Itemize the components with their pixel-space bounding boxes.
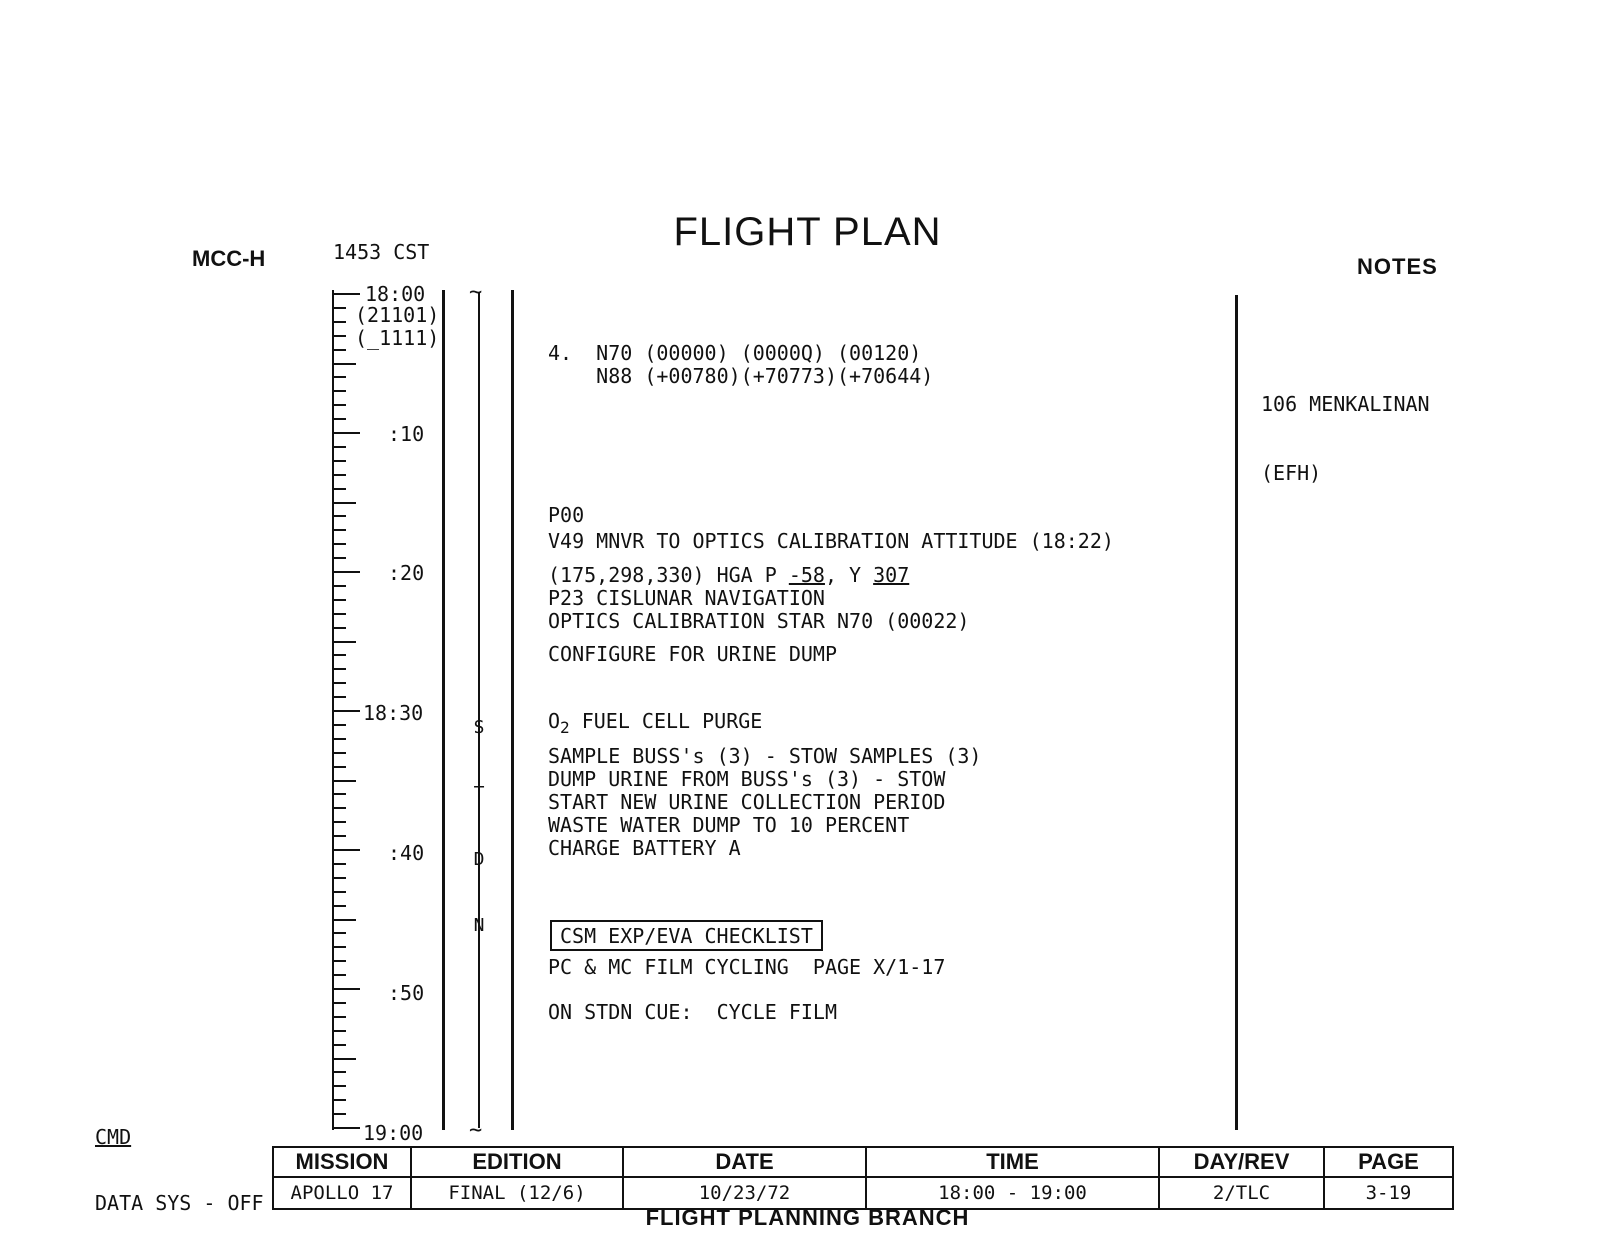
time-label-rev1: (21101) (355, 303, 440, 327)
time-scale-tick (334, 696, 346, 698)
time-scale-tick (334, 1127, 360, 1129)
time-scale-tick (334, 488, 346, 490)
time-scale-tick (334, 529, 346, 531)
time-scale-tick (334, 446, 346, 448)
time-scale-tick (334, 376, 346, 378)
time-scale-tick (334, 835, 346, 837)
footer-header-date: DATE (623, 1147, 866, 1177)
time-scale-tick (334, 849, 360, 851)
activity-battery: CHARGE BATTERY A (548, 836, 741, 860)
activity-film-cycling: PC & MC FILM CYCLING PAGE X/1-17 (548, 955, 946, 979)
footer-branch: FLIGHT PLANNING BRANCH (645, 1205, 970, 1230)
time-scale-tick (334, 363, 356, 365)
time-label-1900: 19:00 (363, 1121, 424, 1145)
time-label-20: :20 (388, 561, 425, 585)
time-scale-tick (334, 404, 346, 406)
notes-header: NOTES (1357, 254, 1438, 279)
footer-header-time: TIME (866, 1147, 1159, 1177)
hga-yaw: 307 (873, 563, 910, 587)
time-scale-tick (334, 641, 356, 643)
page-title: FLIGHT PLAN (673, 210, 942, 254)
time-scale-tick (334, 780, 356, 782)
hga-pitch: -58 (788, 563, 825, 587)
footer-value-time: 18:00 - 19:00 (866, 1177, 1159, 1209)
time-scale-tick (334, 793, 346, 795)
footer-table (272, 1146, 1454, 1210)
time-scale-tick (334, 668, 346, 670)
checklist-reference-box: CSM EXP/EVA CHECKLIST (550, 920, 823, 951)
time-label-rev2: (_1111) (355, 326, 440, 350)
time-scale-tick (334, 571, 360, 573)
footer-value-edition: FINAL (12/6) (411, 1177, 623, 1209)
item4-line1: 4. N70 (00000) (0000Q) (00120) (548, 341, 922, 365)
time-scale-tick (334, 502, 356, 504)
time-scale-tick (334, 1058, 356, 1060)
footer-header-row (273, 1147, 1453, 1177)
timeline-divider-right (511, 290, 514, 1130)
activity-sample: SAMPLE BUSS's (3) - STOW SAMPLES (3) (548, 744, 982, 768)
time-scale-tick (334, 891, 346, 893)
footer-value-day-rev: 2/TLC (1159, 1177, 1324, 1209)
time-scale-tick (334, 905, 346, 907)
time-scale-tick (334, 613, 346, 615)
timeline-divider-left (442, 290, 445, 1130)
time-scale-tick (334, 1085, 346, 1087)
time-scale-tick (334, 585, 346, 587)
time-scale-tick (334, 863, 346, 865)
time-scale-tick (334, 821, 346, 823)
time-scale-tick (334, 390, 346, 392)
item4-line2: N88 (+00780)(+70773)(+70644) (548, 364, 934, 388)
time-scale-tick (334, 1044, 346, 1046)
time-scale-tick (334, 877, 346, 879)
time-scale-tick (334, 710, 360, 712)
activity-waste: WASTE WATER DUMP TO 10 PERCENT (548, 813, 910, 837)
time-scale-tick (334, 460, 346, 462)
time-scale-tick (334, 919, 356, 921)
activity-dump: DUMP URINE FROM BUSS's (3) - STOW (548, 767, 946, 791)
time-scale-tick (334, 293, 360, 295)
activity-hga: (175,298,330) HGA P -58, Y 307 (548, 563, 910, 587)
time-scale-tick (334, 974, 346, 976)
activity-v49: V49 MNVR TO OPTICS CALIBRATION ATTITUDE (18:22) (548, 529, 1114, 553)
time-scale-tick (334, 515, 346, 517)
time-scale-tick (334, 335, 346, 337)
time-label-10: :10 (388, 422, 425, 446)
cst-time: 1453 CST (333, 240, 430, 264)
mcc-h-label: MCC-H (192, 246, 266, 271)
footer-header-edition: EDITION (411, 1147, 623, 1177)
footer-header-page: PAGE (1324, 1147, 1453, 1177)
time-label-40: :40 (388, 841, 425, 865)
activity-collection: START NEW URINE COLLECTION PERIOD (548, 790, 946, 814)
time-scale-tick (334, 1099, 346, 1101)
time-scale-tick (334, 766, 346, 768)
time-scale-tick (334, 432, 360, 434)
station-stdn-label: S T D N (473, 717, 485, 936)
time-scale-tick (334, 738, 346, 740)
footer-value-mission: APOLLO 17 (273, 1177, 411, 1209)
footer-header-mission: MISSION (273, 1147, 411, 1177)
time-scale-tick (334, 1016, 346, 1018)
time-scale-tick (334, 1002, 346, 1004)
notes-star-entry: 106 MENKALINAN (EFH) (1261, 392, 1430, 485)
time-label-1800: 18:00 (365, 282, 426, 306)
cmd-data-sys-note: CMD DATA SYS - OFF (95, 1125, 264, 1215)
time-scale-tick (334, 474, 346, 476)
time-scale-tick (334, 1030, 346, 1032)
station-bracket-bottom: ~ (469, 1118, 483, 1143)
time-scale-tick (334, 960, 346, 962)
time-scale-tick (334, 724, 346, 726)
activity-p23: P23 CISLUNAR NAVIGATION (548, 586, 825, 610)
time-scale-tick (334, 932, 346, 934)
activity-optics: OPTICS CALIBRATION STAR N70 (00022) (548, 609, 970, 633)
time-scale-tick (334, 557, 346, 559)
time-scale-tick (334, 627, 346, 629)
time-scale-tick (334, 543, 346, 545)
time-scale-tick (334, 599, 346, 601)
time-scale-tick (334, 988, 360, 990)
time-label-50: :50 (388, 981, 425, 1005)
time-scale-tick (334, 807, 346, 809)
footer-value-page: 3-19 (1324, 1177, 1453, 1209)
time-scale-tick (334, 682, 346, 684)
station-bracket-top: ~ (469, 280, 483, 305)
time-label-1830: 18:30 (363, 701, 424, 725)
time-scale-tick (334, 946, 346, 948)
activity-p00: P00 (548, 503, 585, 527)
activity-urine-config: CONFIGURE FOR URINE DUMP (548, 642, 837, 666)
time-scale-tick (334, 418, 346, 420)
time-scale-tick (334, 349, 346, 351)
time-scale-tick (334, 1071, 346, 1073)
time-scale-tick (334, 307, 346, 309)
time-scale-tick (334, 1113, 346, 1115)
activity-stdn-cue: ON STDN CUE: CYCLE FILM (548, 1000, 837, 1024)
time-scale-tick (334, 752, 346, 754)
footer-header-day-rev: DAY/REV (1159, 1147, 1324, 1177)
time-scale-tick (334, 654, 346, 656)
activity-purge: $O_2$ FUEL CELL PURGE (548, 709, 763, 737)
notes-divider (1235, 295, 1238, 1130)
time-scale-tick (334, 321, 346, 323)
footer-value-date: 10/23/72 (623, 1177, 866, 1209)
